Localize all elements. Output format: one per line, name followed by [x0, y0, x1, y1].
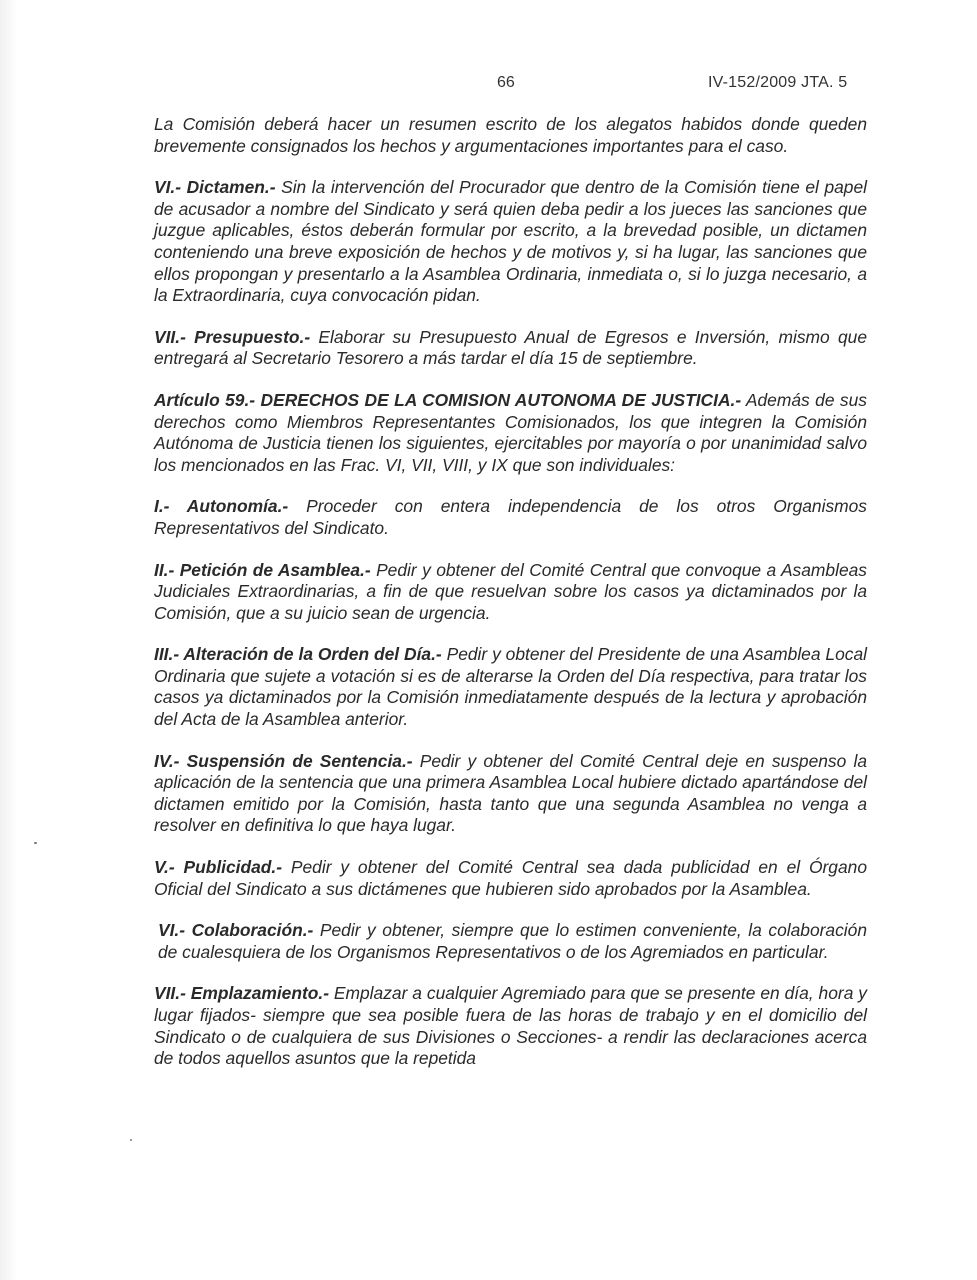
paragraph-text: Emplazar a cualquier Agremiado para que se presente en día, hora y lugar fijados- siempre que sea posible fuera de las horas de trabajo y en el domicilio del Sindicato o de cualquiera de sus Divisiones o Secciones- a rendir las declaraciones acerca de todos aquellos asuntos que la repetida — [154, 983, 867, 1069]
paragraph-ii-peticion — [154, 560, 867, 625]
paragraph-text: Pedir y obtener del Comité Central deje en suspenso la aplicación de la sentencia que una primera Asamblea Local hubiere dictado apartándose del dictamen emitido por la Comisión, hasta tanto que una segunda Asamblea no venga a resolver en definitiva lo que haya lugar. — [154, 750, 867, 836]
paragraph-iii-alteracion — [154, 644, 867, 730]
paragraph-vii-presupuesto — [154, 327, 867, 370]
paragraph-v-publicidad — [154, 857, 867, 900]
paragraph-text: Sin la intervención del Procurador que dentro de la Comisión tiene el papel de acusador a nombre del Sindicato y será quien deba pedir a los jueces las sanciones que juzgue aplicables, éstos deberán formular por escrito, a la brevedad posible, un dictamen conteniendo una breve exposición de hechos y de motivos y, si ha lugar, las sanciones que ellos propongan y presentarlo a la Asamblea Ordinaria, inmediata o, si lo juzga necesario, a la Extraordinaria, cuya convocación pidan. — [154, 177, 867, 306]
page-number: 66 — [497, 74, 515, 91]
document-reference: IV-152/2009 JTA. 5 — [708, 74, 848, 91]
paragraph-text: Pedir y obtener, siempre que lo estimen conveniente, la colaboración de cualesquiera de los Organismos Representativos o de los Agremiados en particular. — [158, 920, 867, 962]
paragraph-term: V.- Publicidad.- — [154, 857, 283, 878]
paragraph-text: Pedir y obtener del Comité Central que convoque a Asambleas Judiciales Extraordinarias, a fin de que resuelvan sobre los casos ya dictaminados por la Comisión, que a su juicio sean de urgencia. — [154, 559, 867, 623]
paragraph-i-autonomia — [154, 496, 867, 539]
paragraph-term: II.- Petición de Asamblea.- — [154, 559, 371, 580]
scan-speck — [130, 1139, 132, 1141]
paragraph-term: VII.- Presupuesto.- — [154, 326, 311, 347]
paragraph-text: Además de sus derechos como Miembros Representantes Comisionados, los que integren la Comisión Autónoma de Justicia tienen los siguientes, ejercitables por mayoría o por unanimidad salvo los mencionados en las Frac. VI, VII, VIII, y IX que son individuales: — [154, 389, 867, 475]
paragraph-vi-dictamen — [154, 177, 867, 307]
article-heading: Artículo 59.- DERECHOS DE LA COMISION AUTONOMA DE JUSTICIA.- — [154, 389, 742, 410]
page-header — [0, 74, 977, 96]
paragraph-text: Proceder con entera independencia de los otros Organismos Representativos del Sindicato. — [154, 496, 867, 538]
paragraph-text: Pedir y obtener del Comité Central sea dada publicidad en el Órgano Oficial del Sindicato a sus dictámenes que hubieren sido aprobados por la Asamblea. — [154, 857, 867, 899]
paragraph-intro — [154, 114, 867, 157]
scan-speck — [34, 842, 37, 844]
paragraph-term: I.- Autonomía.- — [154, 496, 289, 517]
paragraph-vi-colaboracion — [154, 920, 867, 963]
document-body — [154, 114, 867, 1090]
paragraph-term: VII.- Emplazamiento.- — [154, 983, 329, 1004]
paragraph-text: Pedir y obtener del Presidente de una Asamblea Local Ordinaria que sujete a votación si es de alterarse la Orden del Día respectiva, para tratar los casos ya dictaminados por la Comisión inmediatamente después de la lectura y aprobación del Acta de la Asamblea anterior. — [154, 644, 867, 730]
paragraph-term: VI.- Colaboración.- — [158, 920, 314, 941]
paragraph-text: La Comisión deberá hacer un resumen escrito de los alegatos habidos donde queden brevemente consignados los hechos y argumentaciones importantes para el caso. — [154, 114, 867, 156]
paragraph-articulo-59 — [154, 390, 867, 476]
paragraph-term: III.- Alteración de la Orden del Día.- — [154, 644, 442, 665]
paragraph-text: Elaborar su Presupuesto Anual de Egresos e Inversión, mismo que entregará al Secretario Tesorero a más tardar el día 15 de septiembre. — [154, 326, 867, 369]
paragraph-term: IV.- Suspensión de Sentencia.- — [154, 750, 413, 771]
scan-edge-shadow — [0, 0, 18, 1280]
paragraph-vii-emplazamiento — [154, 983, 867, 1069]
paragraph-iv-suspension — [154, 751, 867, 837]
paragraph-term: VI.- Dictamen.- — [154, 177, 276, 198]
